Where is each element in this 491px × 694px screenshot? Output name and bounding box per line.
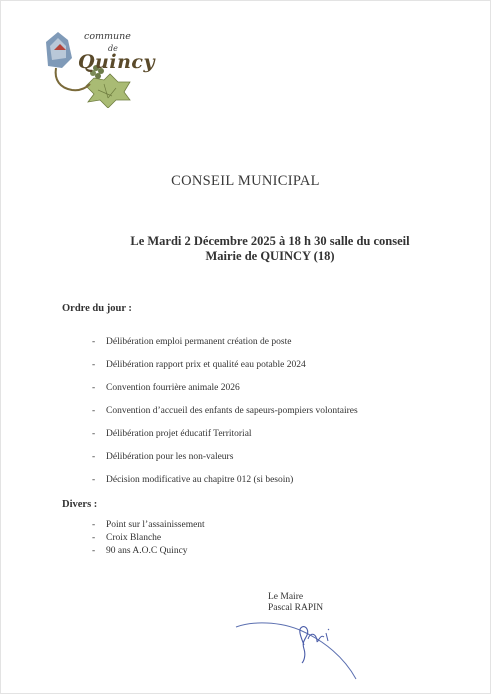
agenda-item: - Délibération rapport prix et qualité eau potable 2024	[92, 360, 306, 370]
divers-heading: Divers :	[62, 499, 98, 510]
agenda-heading: Ordre du jour :	[62, 303, 132, 314]
divers-item: - 90 ans A.O.C Quincy	[92, 546, 188, 556]
signatory-name: Pascal RAPIN	[268, 603, 324, 613]
signatory-title: Le Maire	[268, 592, 304, 602]
agenda-item: - Délibération projet éducatif Territorial	[92, 429, 252, 439]
meeting-date-line: Le Mardi 2 Décembre 2025 à 18 h 30 salle du conseil	[130, 234, 410, 248]
divers-item: - Croix Blanche	[92, 533, 162, 543]
agenda-item: - Convention d’accueil des enfants de sapeurs-pompiers volontaires	[92, 406, 358, 416]
agenda-item: - Délibération pour les non-valeurs	[92, 452, 234, 462]
divers-item: - Point sur l’assainissement	[92, 520, 205, 530]
document-title: CONSEIL MUNICIPAL	[171, 173, 320, 189]
meeting-place-line: Mairie de QUINCY (18)	[205, 249, 335, 263]
handwritten-signature	[232, 615, 362, 685]
agenda-item: - Convention fourrière animale 2026	[92, 383, 240, 393]
agenda-item: - Délibération emploi permanent création de poste	[92, 337, 292, 347]
logo-commune-text: commune	[84, 31, 131, 42]
agenda-item: - Décision modificative au chapitre 012 (si besoin)	[92, 475, 294, 485]
logo-name-text: Quincy	[78, 51, 156, 73]
logo-de-text: de	[108, 44, 118, 53]
